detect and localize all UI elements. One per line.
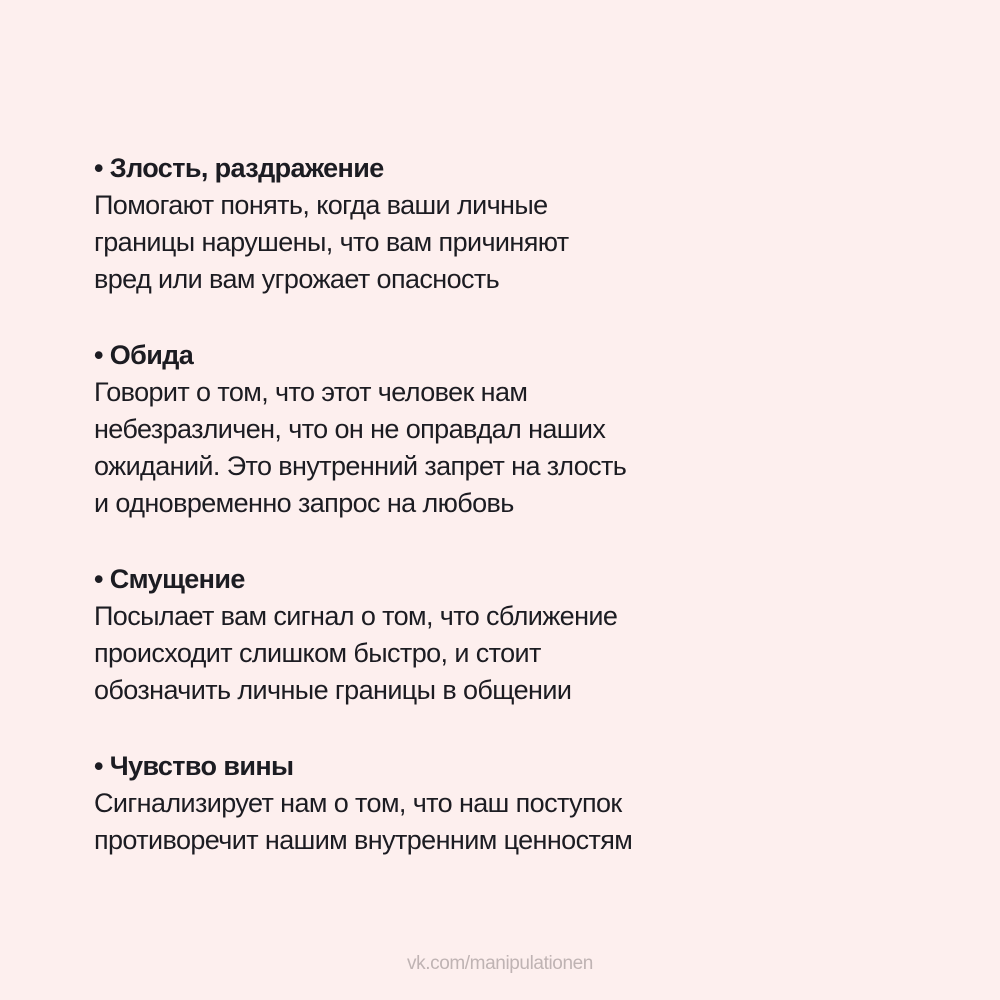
emotion-title: • Смущение bbox=[94, 564, 245, 594]
emotion-item-guilt bbox=[94, 748, 954, 859]
emotion-description-line: обозначить личные границы в общении bbox=[94, 675, 572, 705]
emotion-description-line: ожиданий. Это внутренний запрет на злость bbox=[94, 451, 627, 481]
emotion-description-line: Сигнализирует нам о том, что наш поступок bbox=[94, 788, 622, 818]
emotion-description-line: противоречит нашим внутренним ценностям bbox=[94, 825, 633, 855]
emotion-description-line: Посылает вам сигнал о том, что сближение bbox=[94, 601, 618, 631]
source-link: vk.com/manipulationen bbox=[407, 953, 593, 974]
emotion-item-anger bbox=[94, 150, 954, 298]
emotions-list bbox=[94, 150, 954, 898]
emotion-item-resentment bbox=[94, 337, 954, 522]
emotion-description-line: происходит слишком быстро, и стоит bbox=[94, 638, 541, 668]
emotion-title: • Чувство вины bbox=[94, 751, 294, 781]
emotion-description-line: границы нарушены, что вам причиняют bbox=[94, 227, 569, 257]
emotion-description-line: Помогают понять, когда ваши личные bbox=[94, 190, 548, 220]
emotion-title: • Злость, раздражение bbox=[94, 153, 384, 183]
emotion-description-line: Говорит о том, что этот человек нам bbox=[94, 377, 528, 407]
emotion-description-line: и одновременно запрос на любовь bbox=[94, 488, 514, 518]
emotion-item-embarrassment bbox=[94, 561, 954, 709]
emotion-title: • Обида bbox=[94, 340, 194, 370]
emotion-description-line: небезразличен, что он не оправдал наших bbox=[94, 414, 606, 444]
emotion-description-line: вред или вам угрожает опасность bbox=[94, 264, 500, 294]
